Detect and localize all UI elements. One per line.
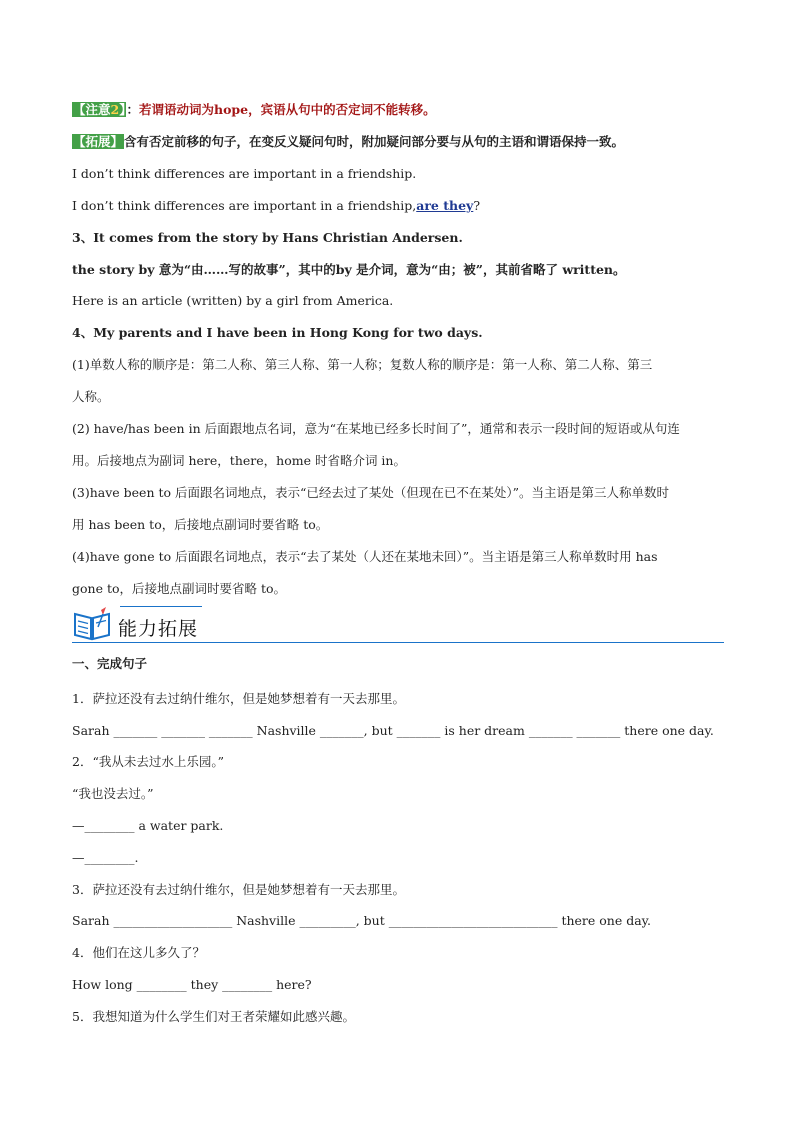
point4-p3a: (3)have been to 后面跟名词地点，表示“已经去过了某处（但现在已不在某处）”。当主语是第三人称单数时 [72,485,670,500]
point4-p4a: (4)have gone to 后面跟名词地点，表示“去了某处（人还在某地未回）”。当主语是第三人称单数时用 has [72,549,658,564]
example-2: I don’t think differences are important in a friendship,are they? [72,198,481,213]
note2-line: 【注意2】：若谓语动词为hope，宾语从句中的否定词不能转移。 [73,102,436,117]
q1-cn: 1．萨拉还没有去过纳什维尔，但是她梦想着有一天去那里。 [72,691,405,706]
point4-p3b: 用 has been to，后接地点副词时要省略 to。 [72,517,329,532]
open-book-icon [72,606,112,642]
q2-en1: —________ a water park. [72,818,224,833]
point4-p4b: gone to，后接地点副词时要省略 to。 [72,581,287,596]
q2-en2: —________. [72,850,139,865]
q5-cn: 5．我想知道为什么学生们对王者荣耀如此感兴趣。 [72,1009,355,1024]
point3-title: 3、It comes from the story by Hans Christian Andersen. [72,230,463,245]
q4-cn: 4．他们在这儿多久了？ [72,945,205,960]
point4-p1a: (1)单数人称的顺序是：第二人称、第三人称、第一人称；复数人称的顺序是：第一人称、第二人称、第三 [72,357,653,372]
banner-top-rule [120,606,202,607]
example-1: I don’t think differences are important in a friendship. [72,166,417,181]
point4-p2b: 用。后接地点为副词 here，there，home 时省略介词 in。 [72,453,406,468]
q2-cn: 2．“我从未去过水上乐园。” [72,754,224,769]
part1-title: 一、完成句子 [72,656,148,671]
q2-cn2: “我也没去过。” [72,786,154,801]
point4-title: 4、My parents and I have been in Hong Kong for two days. [72,325,483,340]
point4-p1b: 人称。 [72,389,110,404]
extend-text: 含有否定前移的句子，在变反义疑问句时，附加疑问部分要与从句的主语和谓语保持一致。 [124,134,625,149]
note2-tag: 【注意2】 [73,102,126,117]
banner-bottom-rule [72,642,724,643]
section-banner [72,602,724,646]
q3-cn: 3．萨拉还没有去过纳什维尔，但是她梦想着有一天去那里。 [72,882,405,897]
extend-tag: 【拓展】 [73,134,124,149]
section-title: 能力拓展 [118,618,199,640]
q1-en: Sarah _______ _______ _______ Nashville _______, but _______ is her dream _______ _______ there one day. [72,723,714,738]
point3-example: Here is an article (written) by a girl from America. [72,293,394,308]
q4-en: How long ________ they ________ here? [72,977,312,992]
point4-p2a: (2) have/has been in 后面跟地点名词，意为“在某地已经多长时间了”，通常和表示一段时间的短语或从句连 [72,421,680,436]
note2-text: 若谓语动词为hope，宾语从句中的否定词不能转移。 [139,102,436,117]
extend-line [72,133,624,151]
point3-explain: the story by 意为“由……写的故事”，其中的by 是介词，意为“由；被”，其前省略了 written。 [72,262,626,277]
q3-en: Sarah ___________________ Nashville _________, but ___________________________ there one day. [72,913,652,928]
tag-question: are they [416,198,474,213]
